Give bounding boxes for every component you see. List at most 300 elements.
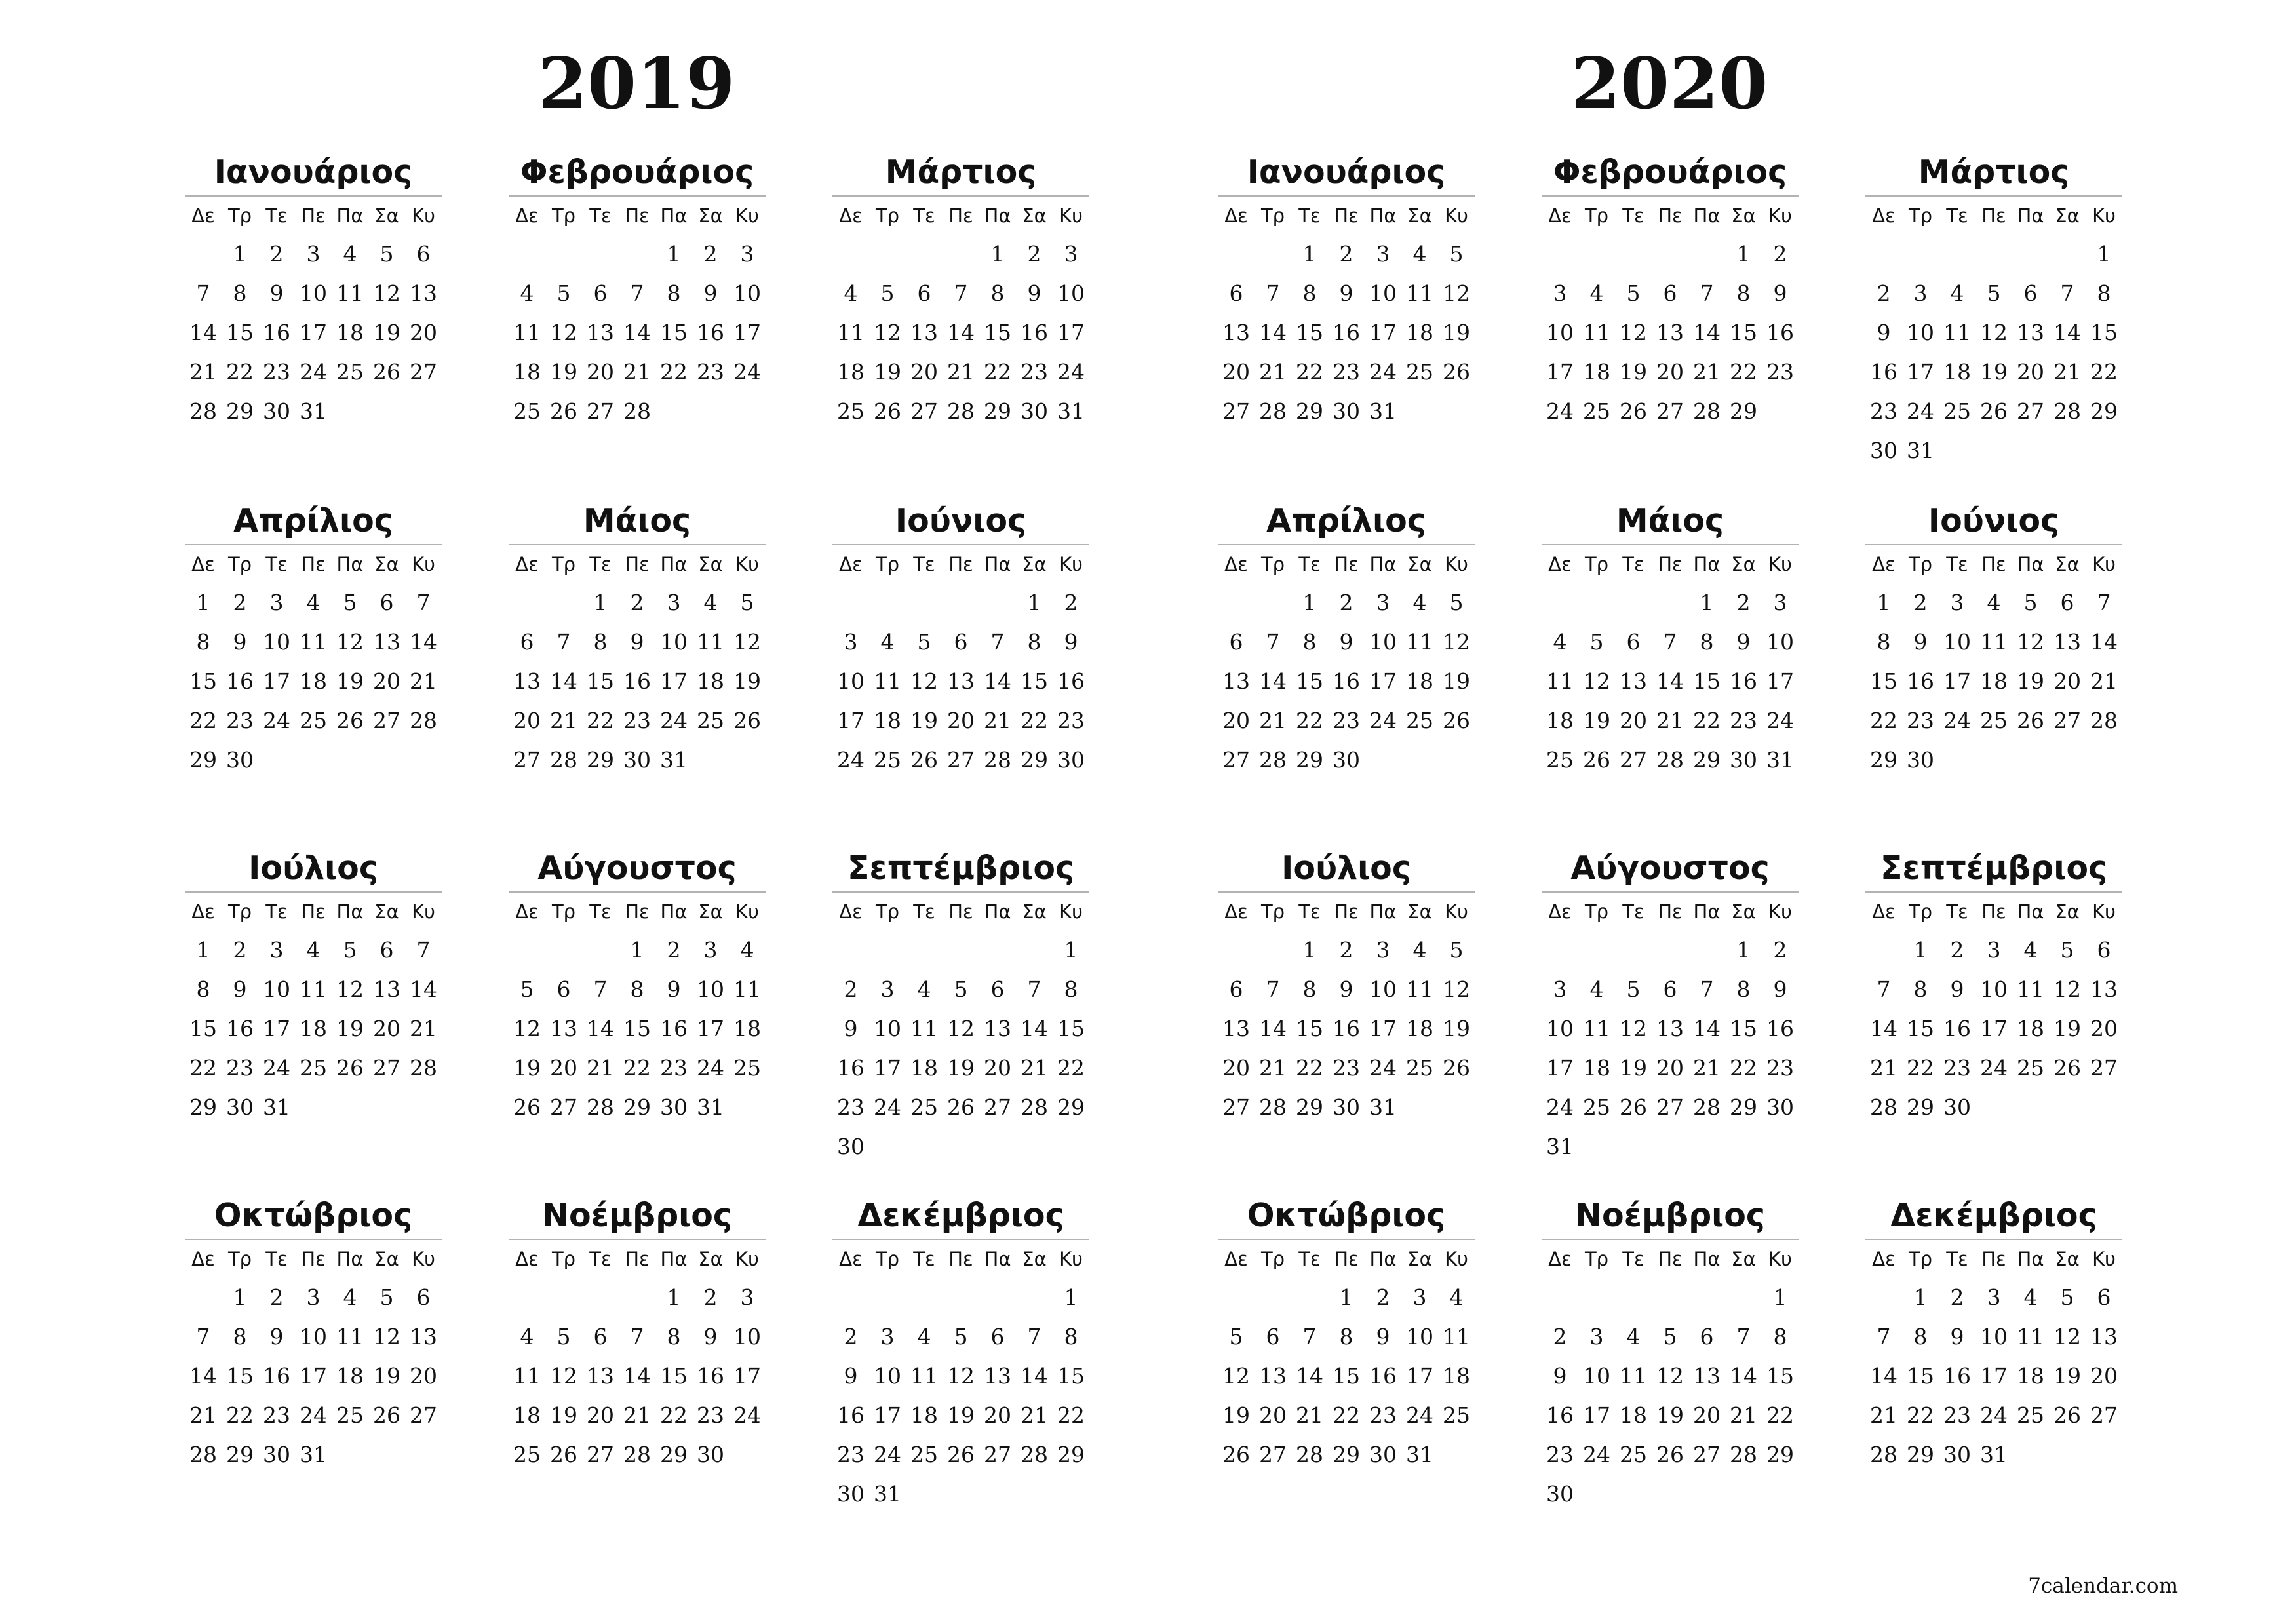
week-row (1865, 701, 2122, 741)
day-cell: 23 (697, 1402, 724, 1428)
empty-day-cell (2012, 431, 2049, 471)
day-cell: 9 (1339, 280, 1353, 306)
day-cell: 26 (1443, 1055, 1470, 1081)
day-cell: 2 (667, 937, 681, 963)
empty-day-cell (509, 1278, 545, 1317)
weekday-label: Τε (1946, 553, 1968, 575)
weekday-header-row (1218, 1240, 1475, 1278)
day-cell: 17 (1766, 668, 1794, 694)
day-cell: 1 (1339, 1285, 1353, 1310)
day-cell: 26 (910, 747, 938, 773)
weekday-label: Κυ (1059, 553, 1083, 575)
month-block (1218, 149, 1475, 431)
day-cell: 14 (189, 320, 217, 345)
day-cell: 18 (1406, 1016, 1433, 1041)
day-cell: 9 (844, 1363, 858, 1389)
day-cell: 9 (1773, 976, 1787, 1002)
weekday-header-row (1865, 545, 2122, 583)
month-name: Νοέμβριος (542, 1197, 732, 1234)
week-row (185, 1049, 442, 1088)
day-cell: 4 (1626, 1324, 1641, 1349)
weekday-label: Τε (1298, 1248, 1321, 1270)
day-cell: 10 (1057, 280, 1085, 306)
day-cell: 16 (1021, 320, 1048, 345)
day-cell: 20 (1693, 1402, 1721, 1428)
weekday-header-row (1865, 893, 2122, 931)
day-cell: 15 (1296, 1016, 1323, 1041)
week-row (509, 1278, 766, 1317)
week-row (1218, 313, 1475, 353)
day-cell: 14 (623, 320, 651, 345)
week-row (509, 1396, 766, 1435)
day-cell: 19 (2053, 1016, 2081, 1041)
day-cell: 5 (954, 976, 968, 1002)
day-cell: 3 (1987, 1285, 2001, 1310)
day-cell: 13 (373, 629, 400, 655)
day-cell: 4 (844, 280, 858, 306)
day-cell: 21 (1021, 1402, 1048, 1428)
empty-day-cell (943, 1127, 979, 1167)
day-cell: 16 (226, 1016, 254, 1041)
day-cell: 12 (336, 976, 364, 1002)
day-cell: 11 (513, 320, 541, 345)
month-name: Αύγουστος (1570, 849, 1770, 887)
day-cell: 7 (1700, 976, 1714, 1002)
empty-day-cell (1255, 235, 1291, 274)
day-cell: 22 (2090, 359, 2118, 385)
weekday-label: Δε (1872, 1248, 1896, 1270)
weekday-label: Πα (984, 1248, 1011, 1270)
day-cell: 4 (917, 976, 931, 1002)
empty-day-cell (405, 1088, 442, 1127)
empty-day-cell (1975, 1088, 2012, 1127)
day-cell: 6 (1266, 1324, 1280, 1349)
week-row (1542, 741, 1799, 780)
day-cell: 12 (1443, 280, 1470, 306)
day-cell: 10 (1980, 976, 2008, 1002)
month-name: Φεβρουάριος (1553, 153, 1787, 191)
empty-day-cell (1578, 1475, 1615, 1514)
day-cell: 12 (1583, 668, 1610, 694)
weekday-label: Δε (1872, 204, 1896, 227)
weekday-label: Σα (1731, 1248, 1756, 1270)
day-cell: 29 (660, 1442, 688, 1467)
week-row (832, 1435, 1089, 1475)
empty-day-cell (1578, 235, 1615, 274)
day-cell: 27 (513, 747, 541, 773)
weekday-label: Δε (839, 900, 863, 923)
day-cell: 8 (1064, 976, 1078, 1002)
weekday-label: Πα (336, 204, 364, 227)
weekday-header-row (1218, 197, 1475, 235)
day-cell: 22 (1766, 1402, 1794, 1428)
day-cell: 20 (2053, 668, 2081, 694)
week-row (1218, 1435, 1475, 1475)
day-cell: 23 (1021, 359, 1048, 385)
day-cell: 9 (269, 280, 284, 306)
week-row (1542, 392, 1799, 431)
day-cell: 13 (1620, 668, 1647, 694)
day-cell: 25 (1406, 708, 1433, 733)
day-cell: 22 (1693, 708, 1721, 733)
day-cell: 6 (1626, 629, 1641, 655)
weekday-label: Πε (1334, 1248, 1359, 1270)
day-cell: 16 (1943, 1016, 1971, 1041)
day-cell: 6 (2060, 590, 2074, 615)
week-row (1542, 1088, 1799, 1127)
day-cell: 16 (837, 1055, 865, 1081)
month-block (1218, 1193, 1475, 1475)
day-cell: 8 (1339, 1324, 1353, 1349)
empty-day-cell (1725, 1127, 1762, 1167)
day-cell: 16 (1907, 668, 1934, 694)
day-cell: 9 (1339, 629, 1353, 655)
day-cell: 2 (703, 241, 718, 267)
week-row (1865, 1357, 2122, 1396)
empty-day-cell (582, 1278, 619, 1317)
day-cell: 18 (1546, 708, 1574, 733)
month-name: Απρίλιος (1266, 502, 1426, 539)
day-cell: 19 (947, 1055, 975, 1081)
empty-day-cell (2049, 741, 2086, 780)
empty-day-cell (1016, 1278, 1053, 1317)
day-cell: 27 (2090, 1055, 2118, 1081)
day-cell: 13 (373, 976, 400, 1002)
weekday-label: Πε (1981, 1248, 2006, 1270)
day-cell: 2 (1339, 937, 1353, 963)
day-cell: 28 (1021, 1094, 1048, 1120)
day-cell: 17 (263, 668, 290, 694)
weekday-label: Σα (1731, 553, 1756, 575)
day-cell: 14 (587, 1016, 614, 1041)
week-row (832, 662, 1089, 701)
day-cell: 3 (880, 976, 895, 1002)
day-cell: 15 (984, 320, 1011, 345)
day-cell: 18 (910, 1402, 938, 1428)
weekday-label: Πα (336, 1248, 364, 1270)
week-row (185, 353, 442, 392)
day-cell: 12 (550, 320, 577, 345)
day-cell: 12 (2053, 976, 2081, 1002)
weekday-label: Τρ (875, 900, 900, 923)
day-cell: 30 (1546, 1481, 1574, 1507)
empty-day-cell (1615, 235, 1652, 274)
month-name: Ιανουάριος (1247, 153, 1446, 191)
day-cell: 5 (379, 241, 394, 267)
weekday-label: Σα (1407, 1248, 1432, 1270)
week-row (832, 313, 1089, 353)
day-cell: 19 (2017, 668, 2044, 694)
day-cell: 24 (300, 1402, 327, 1428)
day-cell: 6 (1229, 629, 1243, 655)
weekday-label: Πα (2017, 900, 2044, 923)
day-cell: 24 (1369, 1055, 1397, 1081)
week-row (1865, 931, 2122, 970)
weekday-label: Πα (1693, 553, 1721, 575)
empty-day-cell (2086, 1435, 2122, 1475)
weekday-label: Σα (698, 1248, 723, 1270)
day-cell: 18 (513, 359, 541, 385)
week-row (185, 931, 442, 970)
day-cell: 9 (1553, 1363, 1567, 1389)
weekday-label: Σα (1022, 204, 1047, 227)
day-cell: 5 (880, 280, 895, 306)
day-cell: 25 (910, 1442, 938, 1467)
day-cell: 31 (697, 1094, 724, 1120)
day-cell: 16 (660, 1016, 688, 1041)
month-block (1542, 498, 1799, 780)
day-cell: 31 (1406, 1442, 1433, 1467)
day-cell: 21 (587, 1055, 614, 1081)
day-cell: 5 (740, 590, 754, 615)
day-cell: 28 (623, 1442, 651, 1467)
weekday-label: Κυ (1768, 900, 1792, 923)
day-cell: 21 (1656, 708, 1684, 733)
day-cell: 16 (1333, 320, 1360, 345)
week-row (1865, 1088, 2122, 1127)
month-name: Δεκέμβριος (857, 1197, 1064, 1234)
day-cell: 27 (1656, 398, 1684, 424)
day-cell: 4 (2023, 1285, 2038, 1310)
day-cell: 1 (1913, 937, 1928, 963)
week-row (1542, 1396, 1799, 1435)
week-row (185, 235, 442, 274)
day-cell: 9 (630, 629, 644, 655)
week-row (509, 970, 766, 1009)
empty-day-cell (2012, 235, 2049, 274)
empty-day-cell (832, 1278, 869, 1317)
day-cell: 25 (336, 359, 364, 385)
week-row (509, 274, 766, 313)
day-cell: 20 (1620, 708, 1647, 733)
day-cell: 17 (1980, 1363, 2008, 1389)
day-cell: 3 (1589, 1324, 1604, 1349)
week-row (1218, 970, 1475, 1009)
day-cell: 9 (703, 280, 718, 306)
day-cell: 21 (1870, 1402, 1897, 1428)
day-cell: 7 (1877, 1324, 1891, 1349)
empty-day-cell (979, 1278, 1016, 1317)
day-cell: 4 (1589, 976, 1604, 1002)
day-cell: 6 (990, 1324, 1005, 1349)
day-cell: 14 (2090, 629, 2118, 655)
day-cell: 19 (373, 320, 400, 345)
day-cell: 6 (379, 937, 394, 963)
day-cell: 16 (1766, 320, 1794, 345)
day-cell: 24 (263, 1055, 290, 1081)
weekday-header-row (832, 893, 1089, 931)
day-cell: 3 (740, 241, 754, 267)
weekday-label: Πα (1369, 1248, 1397, 1270)
day-cell: 25 (300, 708, 327, 733)
empty-day-cell (1365, 741, 1401, 780)
empty-day-cell (832, 583, 869, 623)
day-cell: 11 (1583, 320, 1610, 345)
day-cell: 20 (910, 359, 938, 385)
day-cell: 28 (984, 747, 1011, 773)
day-cell: 25 (733, 1055, 761, 1081)
day-cell: 13 (1693, 1363, 1721, 1389)
day-cell: 18 (336, 1363, 364, 1389)
week-row (509, 741, 766, 780)
month-block (1218, 845, 1475, 1127)
day-cell: 8 (630, 976, 644, 1002)
day-cell: 1 (1736, 241, 1751, 267)
month-name: Νοέμβριος (1575, 1197, 1765, 1234)
weekday-label: Τρ (551, 900, 576, 923)
day-cell: 21 (1021, 1055, 1048, 1081)
weekday-label: Πε (625, 204, 650, 227)
day-cell: 20 (1222, 708, 1250, 733)
weekday-label: Κυ (412, 553, 435, 575)
week-row (509, 235, 766, 274)
weekday-label: Σα (1022, 900, 1047, 923)
day-cell: 12 (874, 320, 901, 345)
weekday-label: Πα (660, 553, 688, 575)
day-cell: 23 (1870, 398, 1897, 424)
week-row (509, 662, 766, 701)
day-cell: 28 (189, 398, 217, 424)
day-cell: 29 (1057, 1094, 1085, 1120)
empty-day-cell (655, 392, 692, 431)
weekday-label: Πε (301, 204, 326, 227)
day-cell: 24 (1369, 359, 1397, 385)
weekday-header-row (1542, 197, 1799, 235)
empty-day-cell (405, 392, 442, 431)
empty-day-cell (1291, 1278, 1328, 1317)
day-cell: 10 (1406, 1324, 1433, 1349)
day-cell: 15 (1296, 668, 1323, 694)
day-cell: 18 (1943, 359, 1971, 385)
day-cell: 12 (1443, 976, 1470, 1002)
day-cell: 16 (263, 320, 290, 345)
week-row (1218, 931, 1475, 970)
day-cell: 15 (2090, 320, 2118, 345)
empty-day-cell (2086, 741, 2122, 780)
day-cell: 26 (373, 1402, 400, 1428)
week-row (1542, 1009, 1799, 1049)
day-cell: 30 (1943, 1094, 1971, 1120)
day-cell: 25 (1406, 359, 1433, 385)
day-cell: 13 (984, 1363, 1011, 1389)
empty-day-cell (869, 583, 906, 623)
day-cell: 23 (1943, 1402, 1971, 1428)
day-cell: 5 (1449, 937, 1464, 963)
weekday-label: Δε (191, 900, 215, 923)
day-cell: 16 (1333, 1016, 1360, 1041)
weekday-label: Πα (660, 900, 688, 923)
day-cell: 1 (1877, 590, 1891, 615)
month-block (832, 1193, 1089, 1514)
day-cell: 3 (1913, 280, 1928, 306)
day-cell: 13 (550, 1016, 577, 1041)
day-cell: 8 (233, 280, 247, 306)
empty-day-cell (545, 1278, 582, 1317)
month-block (185, 149, 442, 431)
day-cell: 23 (1369, 1402, 1397, 1428)
weekday-label: Τε (589, 1248, 612, 1270)
day-cell: 5 (556, 280, 571, 306)
day-cell: 21 (1693, 1055, 1721, 1081)
empty-day-cell (906, 583, 943, 623)
empty-day-cell (943, 583, 979, 623)
empty-day-cell (368, 392, 405, 431)
day-cell: 5 (1663, 1324, 1677, 1349)
day-cell: 16 (1870, 359, 1897, 385)
weekday-label: Δε (1224, 900, 1248, 923)
week-row (832, 274, 1089, 313)
day-cell: 4 (1553, 629, 1567, 655)
month-block (1542, 149, 1799, 431)
day-cell: 28 (1296, 1442, 1323, 1467)
day-cell: 18 (300, 1016, 327, 1041)
day-cell: 4 (703, 590, 718, 615)
day-cell: 3 (306, 1285, 321, 1310)
day-cell: 11 (1546, 668, 1574, 694)
day-cell: 7 (2060, 280, 2074, 306)
site-credit: 7calendar.com (2028, 1574, 2178, 1598)
day-cell: 14 (1259, 320, 1287, 345)
weekday-header-row (832, 1240, 1089, 1278)
day-cell: 30 (226, 1094, 254, 1120)
empty-day-cell (1218, 583, 1255, 623)
day-cell: 29 (1730, 1094, 1757, 1120)
week-row (1865, 1009, 2122, 1049)
empty-day-cell (869, 1127, 906, 1167)
day-cell: 3 (844, 629, 858, 655)
weekday-label: Πα (660, 1248, 688, 1270)
day-cell: 20 (1222, 1055, 1250, 1081)
day-cell: 3 (1987, 937, 2001, 963)
weekday-label: Πε (625, 1248, 650, 1270)
weekday-header-row (509, 893, 766, 931)
day-cell: 15 (1296, 320, 1323, 345)
month-block (832, 845, 1089, 1167)
day-cell: 22 (1907, 1402, 1934, 1428)
day-cell: 7 (416, 590, 431, 615)
week-row (185, 1357, 442, 1396)
week-row (1542, 623, 1799, 662)
month-name: Σεπτέμβριος (847, 849, 1075, 887)
empty-day-cell (2049, 1435, 2086, 1475)
week-row (1865, 313, 2122, 353)
week-row (1865, 431, 2122, 471)
week-row (832, 1049, 1089, 1088)
empty-day-cell (1688, 1127, 1725, 1167)
day-cell: 2 (233, 937, 247, 963)
day-cell: 22 (587, 708, 614, 733)
day-cell: 13 (1656, 1016, 1684, 1041)
weekday-label: Τε (1298, 204, 1321, 227)
empty-day-cell (1688, 1278, 1725, 1317)
day-cell: 27 (1259, 1442, 1287, 1467)
weekday-label: Πε (1658, 1248, 1683, 1270)
weekday-label: Δε (1872, 900, 1896, 923)
empty-day-cell (1578, 1127, 1615, 1167)
weekday-label: Τε (589, 553, 612, 575)
empty-day-cell (545, 235, 582, 274)
day-cell: 8 (1302, 280, 1317, 306)
day-cell: 29 (189, 747, 217, 773)
day-cell: 2 (1877, 280, 1891, 306)
day-cell: 19 (1656, 1402, 1684, 1428)
day-cell: 3 (703, 937, 718, 963)
week-row (1542, 1278, 1799, 1317)
day-cell: 26 (733, 708, 761, 733)
day-cell: 25 (837, 398, 865, 424)
empty-day-cell (1652, 1475, 1688, 1514)
weekday-label: Κυ (1445, 1248, 1468, 1270)
